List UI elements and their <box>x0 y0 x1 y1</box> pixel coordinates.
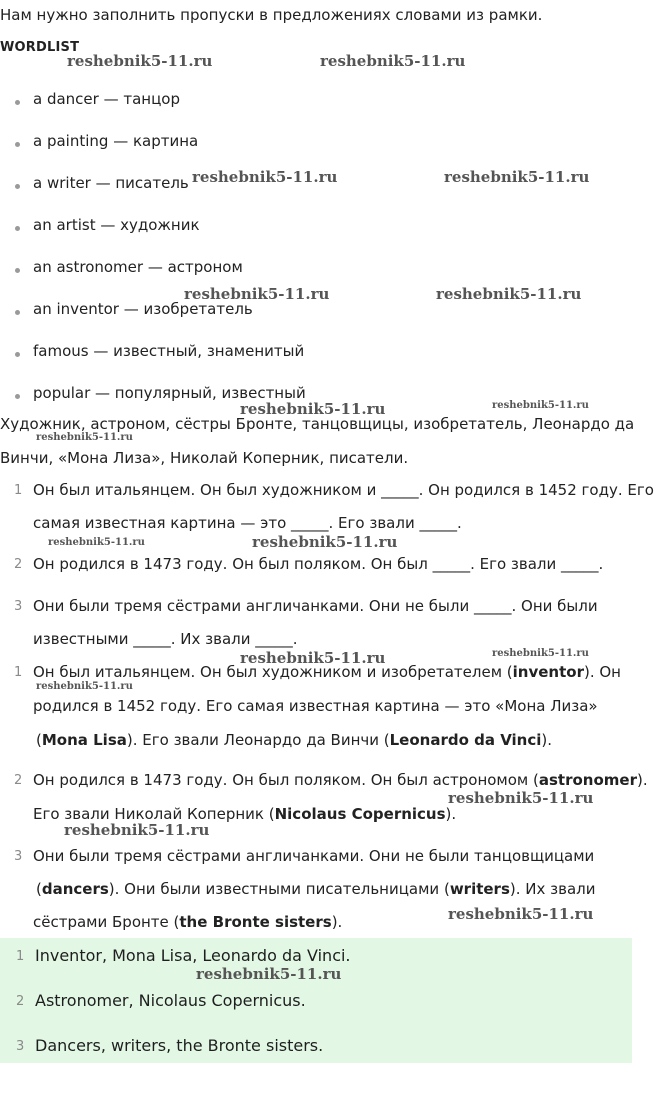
watermark: reshebnik5-11.ru <box>36 432 133 443</box>
wordlist-item: famous — известный, знаменитый <box>33 342 305 360</box>
bullet-icon <box>15 310 20 315</box>
bullet-icon <box>15 352 20 357</box>
task-number: 2 <box>14 557 23 572</box>
task-number: 3 <box>14 599 23 614</box>
bullet-icon <box>15 394 20 399</box>
solution-number: 2 <box>14 773 23 788</box>
wordlist-title: WORDLIST <box>0 40 80 55</box>
watermark: reshebnik5-11.ru <box>492 648 589 659</box>
watermark: reshebnik5-11.ru <box>48 537 145 548</box>
answer-number: 2 <box>16 994 25 1009</box>
answer-line: Inventor, Mona Lisa, Leonardo da Vinci. <box>35 946 351 965</box>
watermark: reshebnik5-11.ru <box>492 400 589 411</box>
wordlist-item: a painting — картина <box>33 132 199 150</box>
watermark: reshebnik5-11.ru <box>36 681 133 692</box>
bullet-icon <box>15 226 20 231</box>
answer-number: 3 <box>16 1039 25 1054</box>
task-line: самая известная картина — это _____. Его звали _____. <box>33 514 462 532</box>
watermark: reshebnik5-11.ru <box>436 285 582 303</box>
task-line: известными _____. Их звали _____. <box>33 630 298 648</box>
words-line: Художник, астроном, сёстры Бронте, танцовщицы, изобретатель, Леонардо да <box>0 415 635 433</box>
task-line: Он родился в 1473 году. Он был поляком. Он был _____. Его звали _____. <box>33 555 604 573</box>
watermark: reshebnik5-11.ru <box>240 649 386 667</box>
bullet-icon <box>15 100 20 105</box>
bullet-icon <box>15 184 20 189</box>
answer-line: Dancers, writers, the Bronte sisters. <box>35 1036 324 1055</box>
watermark: reshebnik5-11.ru <box>184 285 330 303</box>
watermark: reshebnik5-11.ru <box>252 533 398 551</box>
wordlist-item: popular — популярный, известный <box>33 384 306 402</box>
watermark: reshebnik5-11.ru <box>192 168 338 186</box>
watermark: reshebnik5-11.ru <box>240 400 386 418</box>
solution-number: 3 <box>14 849 23 864</box>
wordlist-item: a dancer — танцор <box>33 90 181 108</box>
answer-line: Astronomer, Nicolaus Copernicus. <box>35 991 306 1010</box>
wordlist-item: an inventor — изобретатель <box>33 300 253 318</box>
solution-line: Его звали Николай Коперник (Nicolaus Copernicus). <box>33 805 457 823</box>
solution-line: сёстрами Бронте (the Bronte sisters). <box>33 913 343 931</box>
watermark: reshebnik5-11.ru <box>67 52 213 70</box>
solution-line: Он родился в 1473 году. Он был поляком. Он был астрономом (astronomer). <box>33 771 648 789</box>
bullet-icon <box>15 142 20 147</box>
task-line: Они были тремя сёстрами англичанками. Они не были _____. Они были <box>33 597 598 615</box>
bullet-icon <box>15 268 20 273</box>
watermark: reshebnik5-11.ru <box>448 789 594 807</box>
watermark: reshebnik5-11.ru <box>196 965 342 983</box>
solution-line: (dancers). Они были известными писательницами (writers). Их звали <box>36 880 596 898</box>
solution-line: Он был итальянцем. Он был художником и изобретателем (inventor). Он <box>33 663 621 681</box>
watermark: reshebnik5-11.ru <box>320 52 466 70</box>
words-line: Винчи, «Мона Лиза», Николай Коперник, писатели. <box>0 449 409 467</box>
solution-line: Они были тремя сёстрами англичанками. Они не были танцовщицами <box>33 847 595 865</box>
wordlist-item: a writer — писатель <box>33 174 189 192</box>
solution-number: 1 <box>14 665 23 680</box>
wordlist-item: an artist — художник <box>33 216 200 234</box>
solution-line: родился в 1452 году. Его самая известная картина — это «Мона Лиза» <box>33 697 598 715</box>
solution-line: (Mona Lisa). Его звали Леонардо да Винчи (Leonardo da Vinci). <box>36 731 553 749</box>
task-line: Он был итальянцем. Он был художником и _____. Он родился в 1452 году. Его <box>33 481 654 499</box>
intro-text: Нам нужно заполнить пропуски в предложениях словами из рамки. <box>0 6 543 24</box>
watermark: reshebnik5-11.ru <box>64 821 210 839</box>
answer-number: 1 <box>16 949 25 964</box>
watermark: reshebnik5-11.ru <box>448 905 594 923</box>
wordlist-item: an astronomer — астроном <box>33 258 243 276</box>
watermark: reshebnik5-11.ru <box>444 168 590 186</box>
task-number: 1 <box>14 483 23 498</box>
